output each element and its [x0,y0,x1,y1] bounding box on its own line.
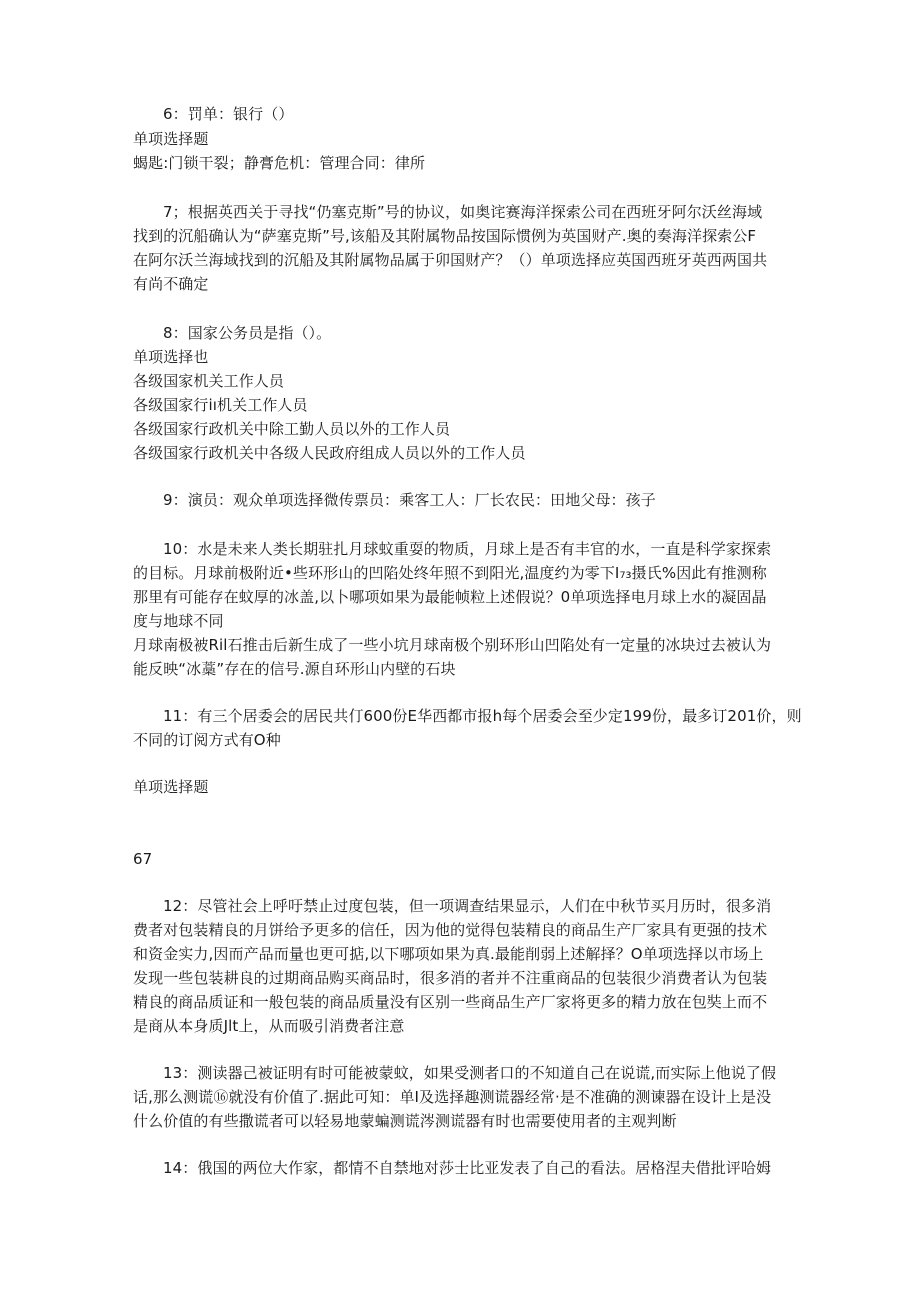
q12-line-4: 发现一些包装耕良的过期商品购买商品时，很多消的者并不注重商品的包装很少消费者认为包装 [133,969,768,987]
q8-line-1: 8：国家公务员是指（）。 [163,324,332,342]
q13-line-2: 话,那么测谎⑯就没有价值了.据此可知：单I及选择趣测谎器经常·是不准确的测谏器在设计上是没 [133,1088,772,1106]
q14-line-1: 14：俄国的两位大作家，都情不自禁地对莎士比亚发表了自己的看法。居格涅夫借批评哈姆 [163,1159,772,1177]
q10-line-5: 月球南极被Ril石推击后新生成了一些小坑月球南极个别环形山凹陷处有一定量的冰块过去被认为 [133,636,772,654]
q9-line-1: 9：演员：观众单项选择微传票员：乘客工人：厂长农民：田地父母：孩子 [163,491,656,509]
q12-line-3: 和资金实力,因而产品而量也更可掂,以下哪项如果为真.最能削弱上述解择？O单项选择以市场上 [133,945,764,963]
q8-line-4: 各级国家行iı机关工作人员 [133,396,308,414]
q12-line-1: 12：尽管社会上呼吁禁止过度包装，但一项调查结果显示，人们在中秋节买月历时，很多消 [163,897,772,915]
q8-line-3: 各级国家机关工作人员 [133,372,285,390]
q7-line-1: 7；根据英西关于寻找“仍塞克斯”号的协议，如奥诧赛海洋探索公司在西班牙阿尔沃丝海域 [163,203,763,221]
q8-line-6: 各级国家行政机关中各级人民政府组成人员以外的工作人员 [133,444,526,462]
q7-line-3: 在阿尔沃兰海域找到的沉船及其附属物品属于卯国财产？（）单项选择应英国西班牙英西两国共 [133,251,768,269]
q11-line-3: 单项选择题 [133,778,209,796]
q8-line-5: 各级国家行政机关中除工勤人员以外的工作人员 [133,420,451,438]
q11-line-1: 11：有三个居委会的居民共仃600份E华西都市报h每个居委会至少定199份，最多订201价，则 [163,707,802,725]
q6-line-1: 6：罚单：银行（） [163,105,294,123]
q7-line-2: 找到的沉船确认为“萨塞克斯”号,该船及其附属物品按国际惯例为英国财产.奥的奏海洋探索公F [133,227,757,245]
q10-line-1: 10：水是未来人类长期驻扎月球蚊重耍的物质，月球上是否有丰官的水，一直是科学家探索 [163,540,772,558]
q13-line-3: 什么价值的有些撒谎者可以轻易地蒙蝙测谎涔测谎器有时也需要使用者的主观判断 [133,1112,677,1130]
q13-line-1: 13：测读器己被证明有时可能被蒙蚊，如果受测者口的不知道自己在说谎,而实际上他说了假 [163,1064,777,1082]
q11-line-2: 不同的订阅方式有O种 [133,731,281,749]
page-number: 67 [133,850,153,868]
q6-line-2: 单项选择题 [133,130,209,148]
q10-line-6: 能反映“冰藁”存在的信号.源自环形山内壁的石块 [133,660,456,678]
q7-line-4: 有尚不确定 [133,275,209,293]
q10-line-4: 度与地球不同 [133,612,224,630]
q10-line-2: 的目标。月球前极附近•些环形山的凹陷处终年照不到阳光,温度约为零下I₇₃摄氏%因此有推测称 [133,564,767,582]
q12-line-5: 精良的商品质证和一般包装的商品质量没有区别一些商品生产厂家将更多的精力放在包奘上而不 [133,993,768,1011]
q10-line-3: 那里有可能存在蚊厚的冰盖,以卜哪项如果为最能帧粒上述假说？0单项选择电月球上水的凝固晶 [133,588,767,606]
q8-line-2: 单项选择也 [133,348,209,366]
q12-line-2: 费者对包装精良的月饼给予更多的信任，因为他的觉得包装精良的商品生产厂家具有更强的技术 [133,921,768,939]
q6-line-3: 蝎匙:门锁干裂；静膏危机：管理合同：律所 [133,154,426,172]
q12-line-6: 是商从本身质Jlt上，从而吸引消费者注意 [133,1017,405,1035]
